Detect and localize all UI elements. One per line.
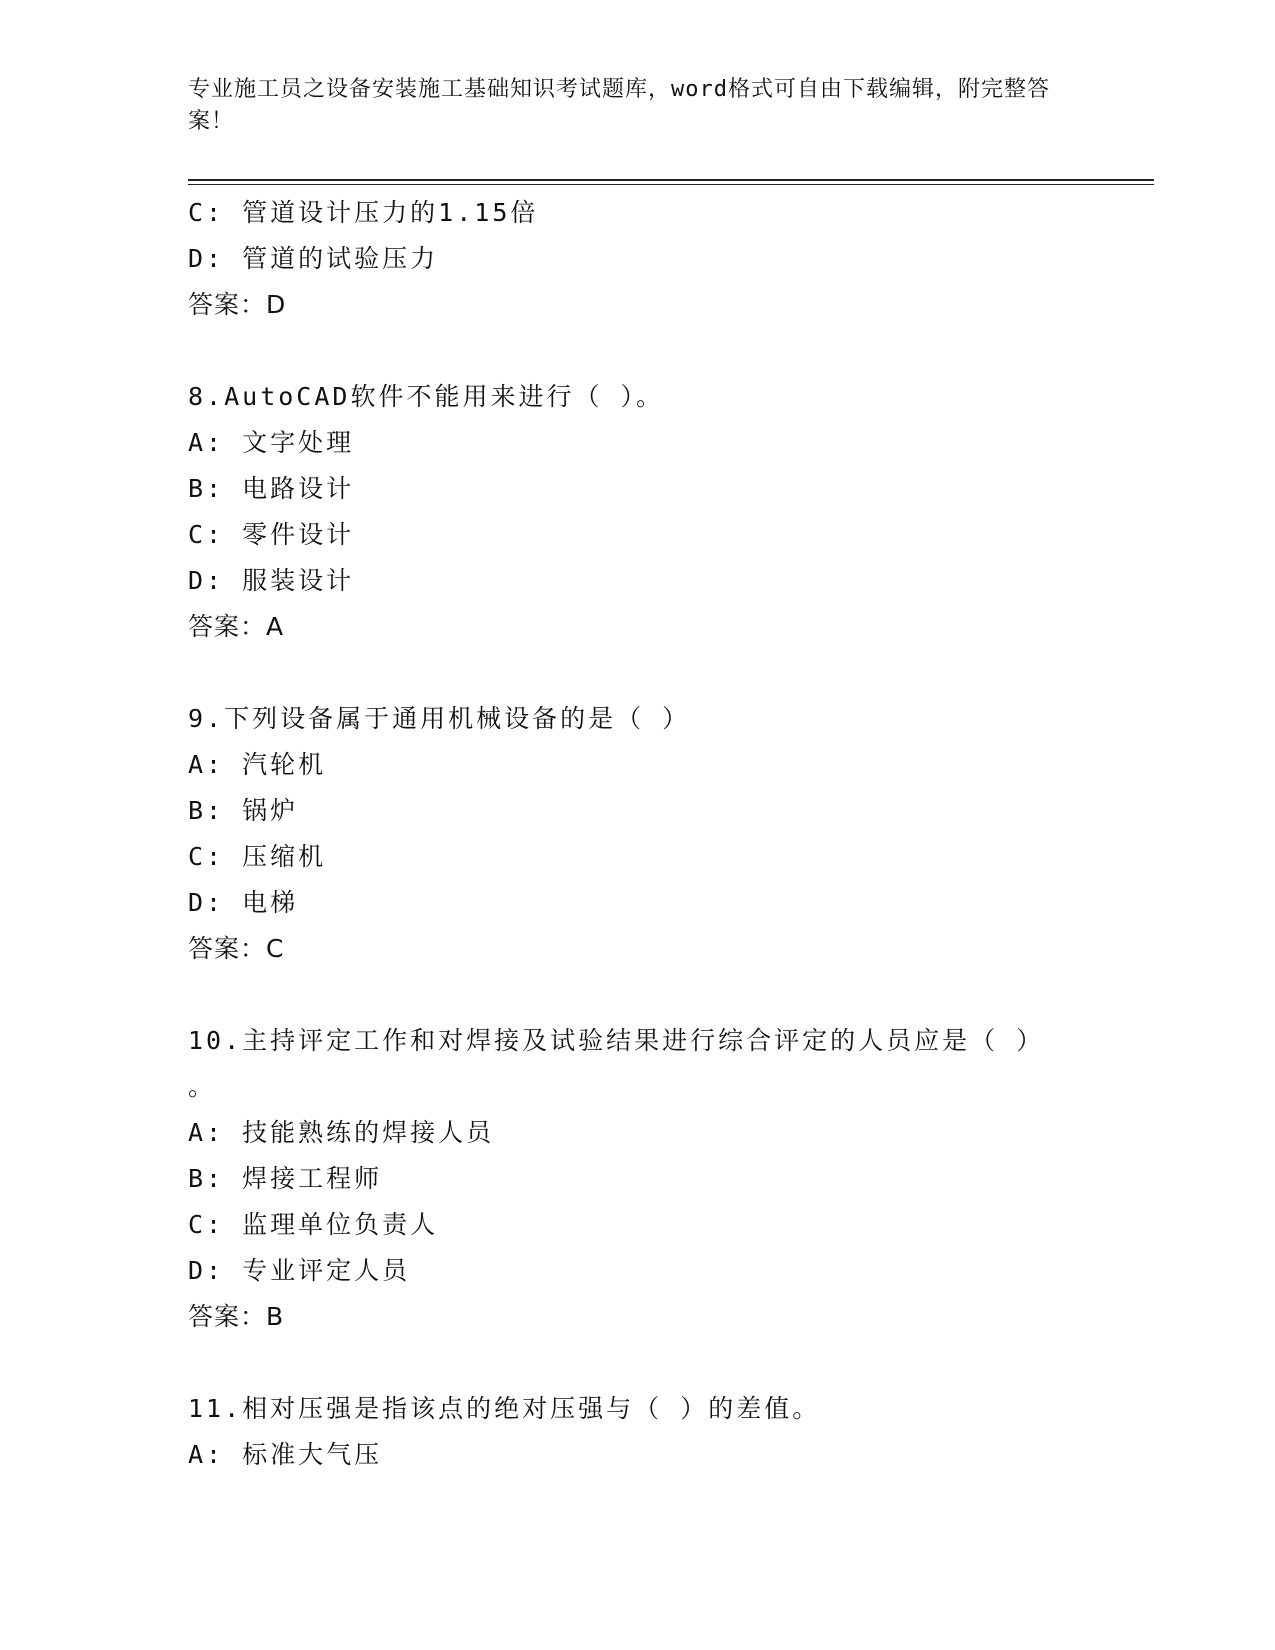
answer-line: 答案：C	[188, 934, 285, 963]
option-label: C:	[188, 842, 225, 871]
question-stem: 8.AutoCAD软件不能用来进行（ ）。	[188, 382, 665, 411]
option-label: D:	[188, 244, 225, 273]
spacer	[188, 1340, 1148, 1386]
option-text: 监理单位负责人	[242, 1210, 439, 1239]
answer-line: 答案：D	[188, 290, 287, 319]
question-10	[188, 1018, 1148, 1340]
option-label: D:	[188, 888, 225, 917]
option-label: A:	[188, 1440, 225, 1469]
option-label: B:	[188, 474, 225, 503]
option-label: C:	[188, 520, 225, 549]
option-text: 管道设计压力的1.15倍	[242, 198, 539, 227]
option-text: 锅炉	[242, 796, 299, 825]
header-divider-thin	[188, 184, 1154, 185]
option-b	[188, 788, 1148, 834]
option-text: 标准大气压	[242, 1440, 383, 1469]
option-d	[188, 236, 1148, 282]
option-label: B:	[188, 796, 225, 825]
option-text: 文字处理	[242, 428, 355, 457]
question-stem: 9.下列设备属于通用机械设备的是（ ）	[188, 704, 691, 733]
option-d	[188, 558, 1148, 604]
question-stem: 11.相对压强是指该点的绝对压强与（ ）的差值。	[188, 1394, 821, 1423]
answer-line: 答案：B	[188, 1302, 285, 1331]
option-c	[188, 1202, 1148, 1248]
option-d	[188, 880, 1148, 926]
option-label: D:	[188, 1256, 225, 1285]
option-d	[188, 1248, 1148, 1294]
option-a	[188, 1432, 1148, 1478]
header-divider-thick	[188, 179, 1154, 181]
question-9	[188, 696, 1148, 972]
question-8	[188, 374, 1148, 650]
option-c	[188, 190, 1148, 236]
question-stem-continuation: 。	[188, 1072, 214, 1101]
option-label: C:	[188, 198, 225, 227]
answer-line: 答案：A	[188, 612, 285, 641]
spacer	[188, 328, 1148, 374]
option-text: 管道的试验压力	[242, 244, 439, 273]
option-text: 专业评定人员	[242, 1256, 411, 1285]
option-label: D:	[188, 566, 225, 595]
option-text: 电梯	[242, 888, 299, 917]
option-text: 零件设计	[242, 520, 355, 549]
option-b	[188, 1156, 1148, 1202]
option-label: A:	[188, 1118, 225, 1147]
spacer	[188, 650, 1148, 696]
option-label: A:	[188, 428, 225, 457]
option-c	[188, 834, 1148, 880]
option-c	[188, 512, 1148, 558]
option-text: 汽轮机	[242, 750, 327, 779]
option-label: C:	[188, 1210, 225, 1239]
option-label: A:	[188, 750, 225, 779]
option-text: 压缩机	[242, 842, 327, 871]
question-7-continuation	[188, 190, 1148, 328]
option-text: 技能熟练的焊接人员	[242, 1118, 495, 1147]
document-header: 专业施工员之设备安装施工基础知识考试题库，word格式可自由下载编辑，附完整答案！	[188, 77, 1050, 134]
question-list	[188, 190, 1148, 1478]
spacer	[188, 972, 1148, 1018]
option-label: B:	[188, 1164, 225, 1193]
question-stem: 10.主持评定工作和对焊接及试验结果进行综合评定的人员应是（ ）	[188, 1026, 1045, 1055]
option-text: 服装设计	[242, 566, 355, 595]
option-a	[188, 1110, 1148, 1156]
option-a	[188, 420, 1148, 466]
option-text: 电路设计	[242, 474, 355, 503]
option-b	[188, 466, 1148, 512]
option-text: 焊接工程师	[242, 1164, 383, 1193]
question-11	[188, 1386, 1148, 1478]
option-a	[188, 742, 1148, 788]
